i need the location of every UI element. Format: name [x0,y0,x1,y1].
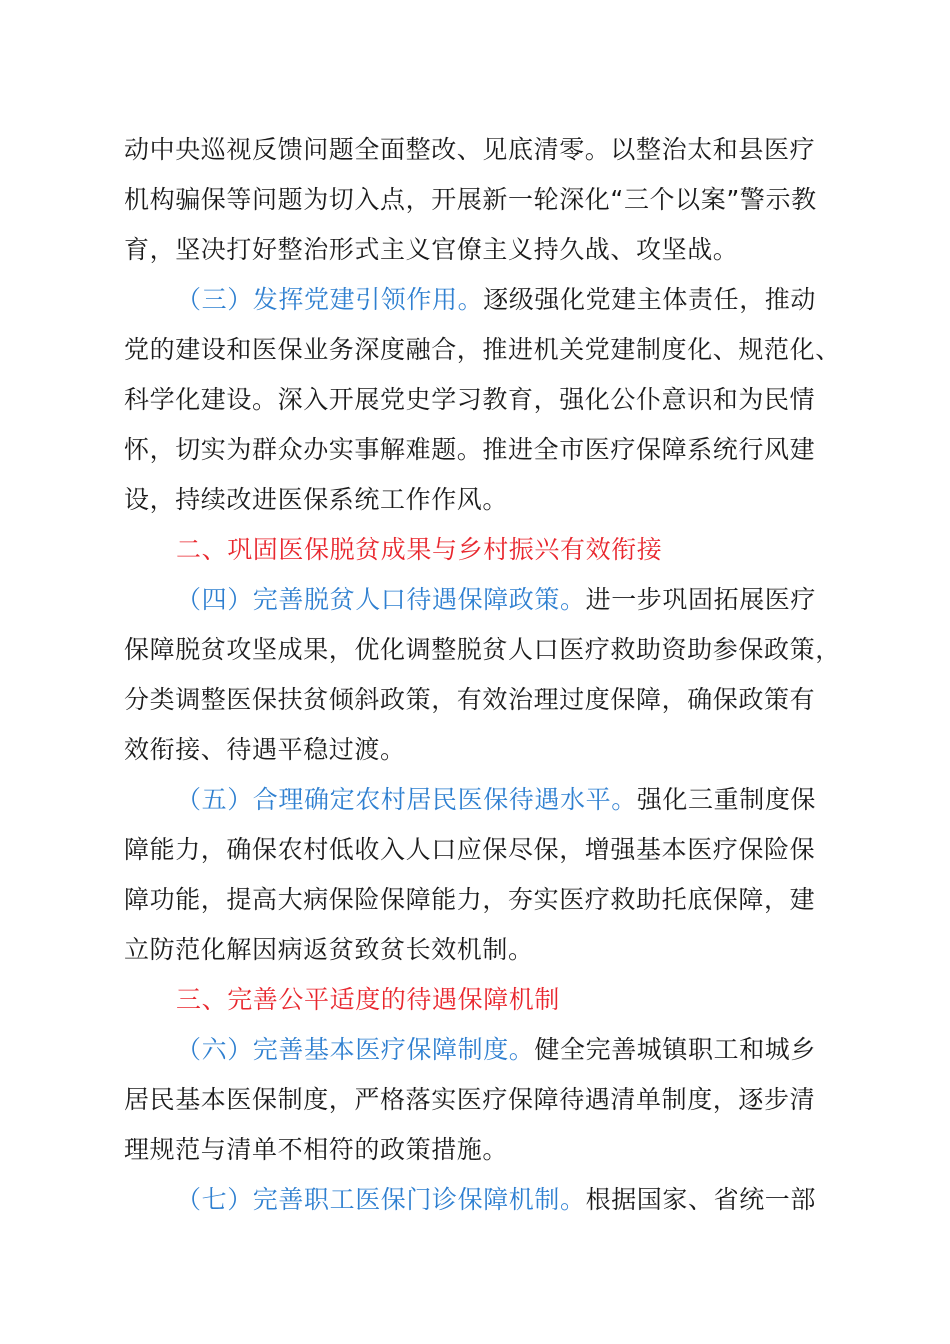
document-body [124,125,840,1225]
paragraph-line: 障能力，确保农村低收入人口应保尽保，增强基本医疗保险保 [124,835,816,864]
paragraph-line: 障功能，提高大病保险保障能力，夯实医疗救助托底保障，建 [124,885,816,914]
sub-heading: （五）合理确定农村居民医保待遇水平。 [176,785,637,814]
paragraph-line: 设，持续改进医保系统工作作风。 [124,485,509,514]
paragraph-text: 根据国家、省统一部 [585,1185,817,1214]
paragraph-first-line [124,275,840,325]
paragraph-line: 科学化建设。深入开展党史学习教育，强化公仆意识和为民情 [124,385,816,414]
section-title: 三、完善公平适度的待遇保障机制 [176,985,561,1014]
section-title: 二、巩固医保脱贫成果与乡村振兴有效衔接 [176,535,663,564]
paragraph-text: 健全完善城镇职工和城乡 [534,1035,817,1064]
paragraph-text: 进一步巩固拓展医疗 [585,585,817,614]
sub-heading: （六）完善基本医疗保障制度。 [176,1035,535,1064]
paragraph-line: 效衔接、待遇平稳过渡。 [124,735,406,764]
paragraph-text: 强化三重制度保 [636,785,817,814]
paragraph-line: 怀，切实为群众办实事解难题。推进全市医疗保障系统行风建 [124,435,816,464]
paragraph-first-line [124,775,840,825]
paragraph-line: 居民基本医保制度，严格落实医疗保障待遇清单制度，逐步清 [124,1085,816,1114]
sub-heading: （四）完善脱贫人口待遇保障政策。 [176,585,586,614]
paragraph-line: 立防范化解因病返贫致贫长效机制。 [124,935,534,964]
paragraph-line: 动中央巡视反馈问题全面整改、见底清零。以整治太和县医疗 [124,135,816,164]
paragraph-line: 保障脱贫攻坚成果，优化调整脱贫人口医疗救助资助参保政策， [124,635,841,664]
sub-heading: （三）发挥党建引领作用。 [176,285,484,314]
paragraph-line: 理规范与清单不相符的政策措施。 [124,1135,509,1164]
paragraph-line: 育，坚决打好整治形式主义官僚主义持久战、攻坚战。 [124,235,739,264]
paragraph-first-line [124,575,840,625]
paragraph-text: 逐级强化党建主体责任，推动 [483,285,817,314]
paragraph-line: 党的建设和医保业务深度融合，推进机关党建制度化、规范化、 [124,335,841,364]
paragraph-first-line [124,1175,840,1225]
paragraph-line: 分类调整医保扶贫倾斜政策，有效治理过度保障，确保政策有 [124,685,816,714]
sub-heading: （七）完善职工医保门诊保障机制。 [176,1185,586,1214]
paragraph-line: 机构骗保等问题为切入点，开展新一轮深化“三个以案”警示教 [124,185,817,214]
paragraph-first-line [124,1025,840,1075]
